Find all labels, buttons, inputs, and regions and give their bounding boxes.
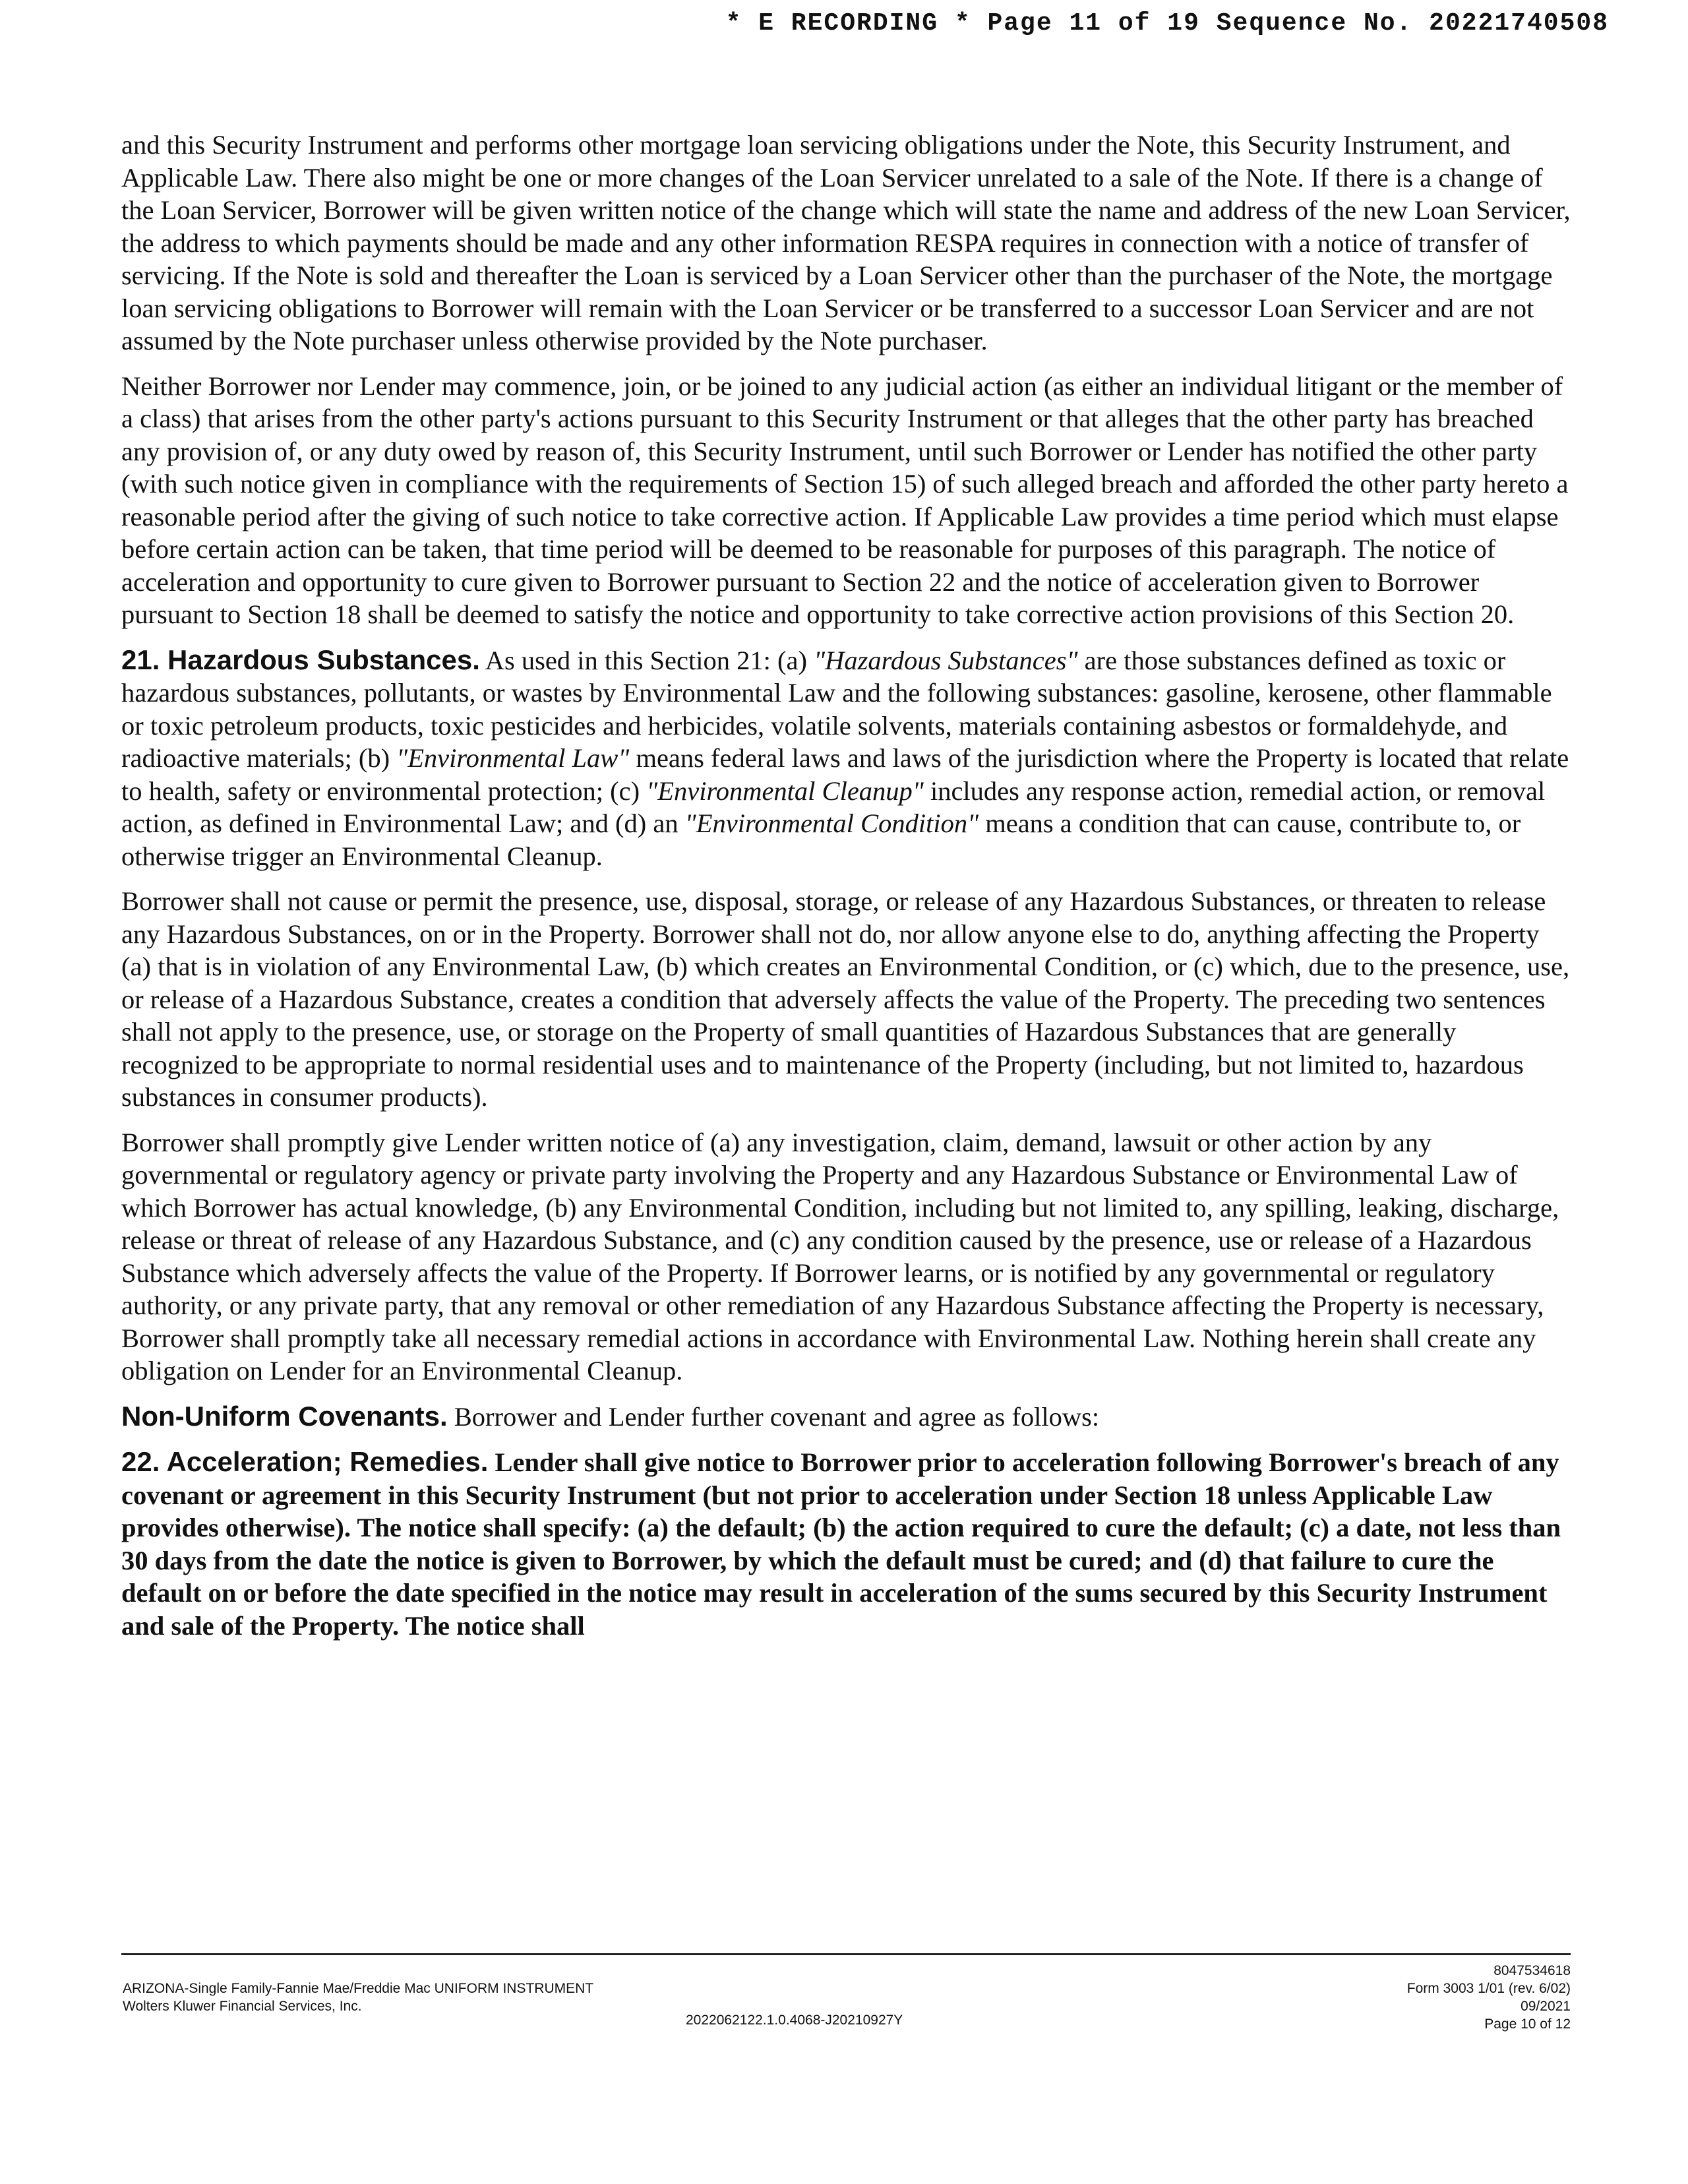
non-uniform-covenants-heading: Non-Uniform Covenants.: [121, 1400, 448, 1432]
footer-loan-number: 8047534618: [1493, 1963, 1571, 1978]
paragraph-loan-servicer: and this Security Instrument and performs other mortgage loan servicing obligations under the Note, this Security Instrument, and Applicable Law. There also might be one or more changes of the Loan Servicer unrelated to a sale of the Note. If there is a change of the Loan Servicer, Borrower will be given written notice of the change which will state the name and address of the new Loan Servicer, the address to which payments should be made and any other information RESPA requires in connection with a notice of transfer of servicing. If the Note is sold and thereafter the Loan is serviced by a Loan Servicer other than the purchaser of the Note, the mortgage loan servicing obligations to Borrower will remain with the Loan Servicer or be transferred to a successor Loan Servicer and are not assumed by the Note purchaser unless otherwise provided by the Note purchaser.: [121, 130, 1571, 355]
section-21-text-1: As used in this Section 21: (a): [479, 645, 814, 675]
term-hazardous-substances: "Hazardous Substances": [814, 645, 1078, 675]
footer-instrument-name: ARIZONA-Single Family-Fannie Mae/Freddie Mac UNIFORM INSTRUMENT: [123, 1981, 594, 1996]
document-body: [121, 129, 1572, 1654]
section-22-acceleration: [121, 1445, 1572, 1642]
footer-divider: [121, 1953, 1571, 1955]
non-uniform-covenants-text: Borrower and Lender further covenant and agree as follows:: [447, 1401, 1100, 1432]
paragraph-borrower-shall-not: Borrower shall not cause or permit the presence, use, disposal, storage, or release of any Hazardous Substances, or threaten to release any Hazardous Substances, on or in the Property. Borrower shall not do, nor allow anyone else to do, anything affecting the Property (a) that is in violation of any Environmental Law, (b) which creates an Environmental Condition, or (c) which, due to the presence, use, or release of a Hazardous Substance, creates a condition that adversely affects the value of the Property. The preceding two sentences shall not apply to the presence, use, or storage on the Property of small quantities of Hazardous Substances that are generally recognized to be appropriate to normal residential uses and to maintenance of the Property (including, but not limited to, hazardous substances in consumer products).: [121, 886, 1570, 1112]
footer-form-info: [1407, 1962, 1571, 2033]
section-21-text-4: includes any response action, remedial action, or removal action, as defined in Environmental Law; and (d) an: [121, 775, 1546, 838]
paragraph-judicial-action: Neither Borrower nor Lender may commence, join, or be joined to any judicial action (as either an individual litigant or the member of a class) that arises from the other party's actions pursuant to this Security Instrument or that alleges that the other party has breached any provision of, or any duty owed by reason of, this Security Instrument, until such Borrower or Lender has notified the other party (with such notice given in compliance with the requirements of Section 15) of such alleged breach and afforded the other party hereto a reasonable period after the giving of such notice to take corrective action. If Applicable Law provides a time period which must elapse before certain action can be taken, that time period will be deemed to be reasonable for purposes of this paragraph. The notice of acceleration and opportunity to cure given to Borrower pursuant to Section 22 and the notice of acceleration given to Borrower pursuant to Section 18 shall be deemed to satisfy the notice and opportunity to take corrective action provisions of this Section 20.: [121, 371, 1569, 629]
term-environmental-condition: "Environmental Condition": [684, 808, 979, 838]
footer-form-title: [123, 1980, 593, 2015]
footer-document-id: 2022062122.1.0.4068-J20210927Y: [686, 2013, 903, 2028]
paragraph-borrower-notice: Borrower shall promptly give Lender written notice of (a) any investigation, claim, demand, lawsuit or other action by any governmental or regulatory agency or private party involving the Property and any Hazardous Substance or Environmental Law of which Borrower has actual knowledge, (b) any Environmental Condition, including but not limited to, any spilling, leaking, discharge, release or threat of release of any Hazardous Substance, and (c) any condition caused by the presence, use or release of a Hazardous Substance which adversely affects the value of the Property. If Borrower learns, or is notified by any governmental or regulatory authority, or any private party, that any removal or other remediation of any Hazardous Substance affecting the Property is necessary, Borrower shall promptly take all necessary remedial actions in accordance with Environmental Law. Nothing herein shall create any obligation on Lender for an Environmental Cleanup.: [121, 1127, 1559, 1385]
footer-form-number: Form 3003 1/01 (rev. 6/02): [1406, 1981, 1571, 1996]
non-uniform-covenants: [121, 1400, 1572, 1434]
section-22-text: Lender shall give notice to Borrower prior to acceleration following Borrower's breach of any covenant or agreement in this Security Instrument (but not prior to acceleration under Section 18 unless Applicable Law provides otherwise). The notice shall specify: (a) the default; (b) the action required to cure the default; (c) a date, not less than 30 days from the date the notice is given to Borrower, by which the default must be cured; and (d) that failure to cure the default on or before the date specified in the notice may result in acceleration of the sums secured by this Security Instrument and sale of the Property. The notice shall: [121, 1447, 1561, 1641]
section-21-heading: 21. Hazardous Substances.: [121, 644, 480, 675]
footer-publisher: Wolters Kluwer Financial Services, Inc.: [123, 1999, 362, 2014]
section-21-text-3: means federal laws and laws of the jurisdiction where the Property is located that relate to health, safety or environmental protection; (c): [121, 743, 1569, 806]
footer-date: 09/2021: [1521, 1999, 1571, 2014]
section-21-hazardous-substances: [121, 644, 1572, 873]
footer-page-number: Page 10 of 12: [1484, 2017, 1571, 2032]
section-22-heading: 22. Acceleration; Remedies.: [121, 1446, 489, 1477]
recording-stamp: * E RECORDING * Page 11 of 19 Sequence No. 20221740508: [725, 9, 1609, 38]
section-21-text-2: are those substances defined as toxic or hazardous substances, pollutants, or wastes by Environmental Law and the following substances: gasoline, kerosene, other flammable or toxic petroleum products, toxic pesticides and herbicides, volatile solvents, materials containing asbestos or formaldehyde, and radioactive materials; (b): [121, 645, 1552, 773]
section-21-text-5: means a condition that can cause, contribute to, or otherwise trigger an Environmental Cleanup.: [121, 808, 1521, 871]
term-environmental-cleanup: "Environmental Cleanup": [646, 775, 924, 806]
term-environmental-law: "Environmental Law": [396, 743, 630, 773]
